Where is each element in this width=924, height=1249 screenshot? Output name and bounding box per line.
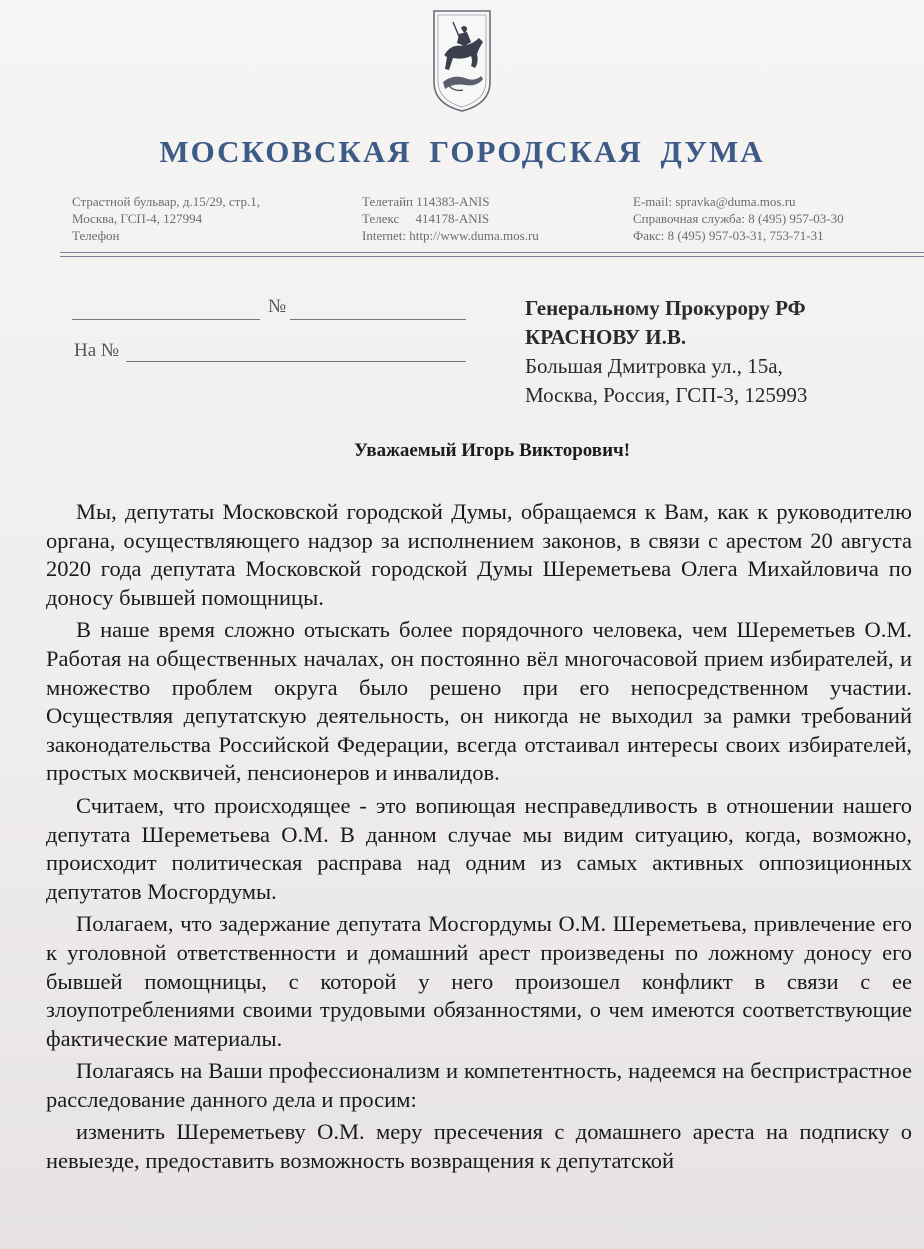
letter-body <box>46 498 912 1180</box>
paragraph: Считаем, что происходящее - это вопиющая несправедливость в отношении нашего депутата Шереметьева О.М. В данном случае мы видим ситуацию, когда, возможно, происходит политическая расправа над одним из самых активных оппозиционных депутатов Мосгордумы. <box>46 792 912 904</box>
telecom-block <box>362 193 539 244</box>
moscow-coat-of-arms-icon <box>431 8 493 114</box>
paragraph: изменить Шереметьеву О.М. меру пресечения с домашнего ареста на подписку о невыезде, предоставить возможность возвращения к депутатской <box>46 1119 912 1174</box>
addressee-title: Генеральному Прокурору РФ <box>525 296 806 320</box>
website-line: Internet: http://www.duma.mos.ru <box>362 228 539 243</box>
address-line: Москва, ГСП-4, 127994 <box>72 211 203 226</box>
contact-block <box>633 193 844 244</box>
addressee-street: Большая Дмитровка ул., 15а, <box>525 354 783 378</box>
address-line: Телефон <box>72 228 120 243</box>
paragraph: Полагаясь на Ваши профессионализм и компетентность, надеемся на беспристрастное расследование данного дела и просим: <box>46 1058 912 1112</box>
email-line: E-mail: spravka@duma.mos.ru <box>633 194 796 209</box>
addressee-city: Москва, Россия, ГСП-3, 125993 <box>525 383 808 407</box>
address-block <box>72 193 260 244</box>
org-title: МОСКОВСКАЯ ГОРОДСКАЯ ДУМА <box>159 134 765 169</box>
outgoing-date-line <box>72 318 260 320</box>
outgoing-number-line <box>290 318 466 320</box>
addressee-block <box>525 294 807 410</box>
paragraph: В наше время сложно отыскать более порядочного человека, чем Шереметьев О.М. Работая на общественных началах, он постоянно вёл многочасовой прием избирателей, и множество проблем округа было решено при его непосредственном участии. Осуществляя депутатскую деятельность, он никогда не выходил за рамки требований законодательства Российской Федерации, всегда отстаивал интересы своих избирателей, простых москвичей, пенсионеров и инвалидов. <box>46 617 912 786</box>
paragraph: Мы, депутаты Московской городской Думы, обращаемся к Вам, как к руководителю органа, осуществляющего надзор за исполнением законов, в связи с арестом 20 августа 2020 года депутата Московской городской Думы Шереметьева Олега Михайловича по доносу бывшей помощницы. <box>46 499 912 610</box>
teletype-line: Телетайп 114383-ANIS <box>362 194 490 209</box>
salutation: Уважаемый Игорь Викторович! <box>353 440 631 461</box>
header-divider <box>60 256 924 257</box>
address-line: Страстной бульвар, д.15/29, стр.1, <box>72 194 261 209</box>
reply-to-label: На № <box>74 340 120 361</box>
telex-line: Телекс 414178-ANIS <box>362 211 490 226</box>
paragraph: Полагаем, что задержание депутата Мосгордумы О.М. Шереметьева, привлечение его к уголовной ответственности и домашний арест произведены по ложному доносу его бывшей помощницы, с которой у него произошел конфликт в связи с ее злоупотреблениями своими трудовыми обязанностями, о чем имеются соответствующие фактические материалы. <box>46 911 912 1051</box>
addressee-name: КРАСНОВУ И.В. <box>525 325 687 349</box>
number-sign: № <box>268 296 287 317</box>
fax-line: Факс: 8 (495) 957-03-31, 753-71-31 <box>633 228 824 243</box>
header-divider <box>60 252 924 253</box>
help-phone-line: Справочная служба: 8 (495) 957-03-30 <box>633 211 844 226</box>
reply-number-line <box>126 360 466 362</box>
